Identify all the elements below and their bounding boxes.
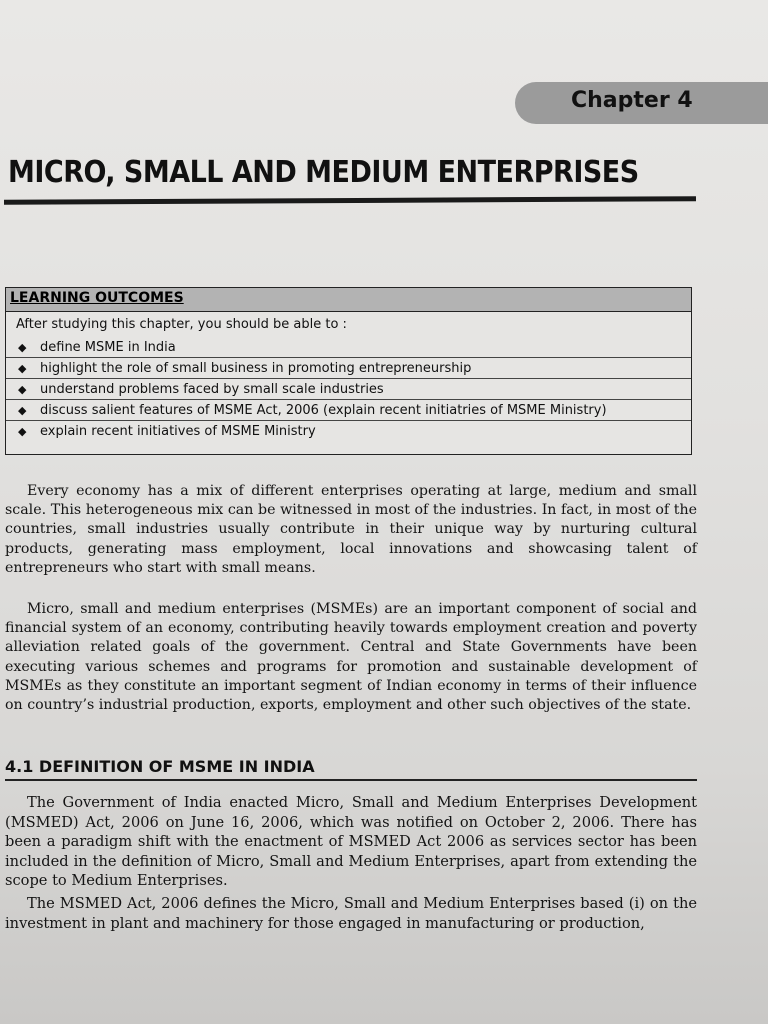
learning-outcome-text: understand problems faced by small scale industries <box>40 381 384 397</box>
section-underline <box>5 779 697 781</box>
learning-outcome-item <box>6 337 691 358</box>
learning-outcomes-box <box>5 287 692 455</box>
diamond-bullet-icon: ◆ <box>18 340 27 354</box>
learning-outcomes-heading: LEARNING OUTCOMES <box>6 288 691 312</box>
learning-outcome-text: discuss salient features of MSME Act, 2006 (explain recent initiatries of MSME Ministry) <box>40 402 607 418</box>
learning-outcome-item <box>6 379 691 400</box>
msmed-act-paragraph: The MSMED Act, 2006 defines the Micro, Small and Medium Enterprises based (i) on the investment in plant and machinery for those engaged in manufacturing or production, <box>5 895 697 932</box>
diamond-bullet-icon: ◆ <box>18 382 27 396</box>
learning-outcome-item <box>6 400 691 421</box>
diamond-bullet-icon: ◆ <box>18 403 27 417</box>
diamond-bullet-icon: ◆ <box>18 424 27 438</box>
section-heading: 4.1 DEFINITION OF MSME IN INDIA <box>5 757 315 776</box>
definition-paragraph: The Government of India enacted Micro, Small and Medium Enterprises Development (MSMED) Act, 2006 on June 16, 2006, which was notified on October 2, 2006. There has been a paradigm shift with the enactment of MSMED Act 2006 as services sector has been included in the definition of Micro, Small and Medium Enterprises, apart from extending the scope to Medium Enterprises. <box>5 794 697 890</box>
learning-outcome-item <box>6 421 691 441</box>
page-title: MICRO, SMALL AND MEDIUM ENTERPRISES <box>8 155 639 190</box>
learning-outcomes-intro: After studying this chapter, you should be able to : <box>16 317 347 332</box>
learning-outcome-item <box>6 358 691 379</box>
chapter-tab <box>515 82 768 124</box>
learning-outcome-text: define MSME in India <box>40 339 176 355</box>
title-underline <box>4 196 696 205</box>
msme-paragraph: Micro, small and medium enterprises (MSMEs) are an important component of social and financial system of an economy, contributing heavily towards employment creation and poverty alleviation related goals of the government. Central and State Governments have been executing various schemes and programs for promotion and sustainable development of MSMEs as they constitute an important segment of Indian economy in terms of their influence on country’s industrial production, exports, employment and other such objectives of the state. <box>5 601 697 714</box>
diamond-bullet-icon: ◆ <box>18 361 27 375</box>
learning-outcome-text: explain recent initiatives of MSME Ministry <box>40 423 316 439</box>
chapter-label: Chapter 4 <box>571 88 693 113</box>
learning-outcome-text: highlight the role of small business in promoting entrepreneurship <box>40 360 472 376</box>
intro-paragraph: Every economy has a mix of different enterprises operating at large, medium and small scale. This heterogeneous mix can be witnessed in most of the industries. In fact, in most of the countries, small industries usually contribute in their unique way by nurturing cultural products, generating mass employment, local innovations and showcasing talent of entrepreneurs who start with small means. <box>5 483 697 576</box>
